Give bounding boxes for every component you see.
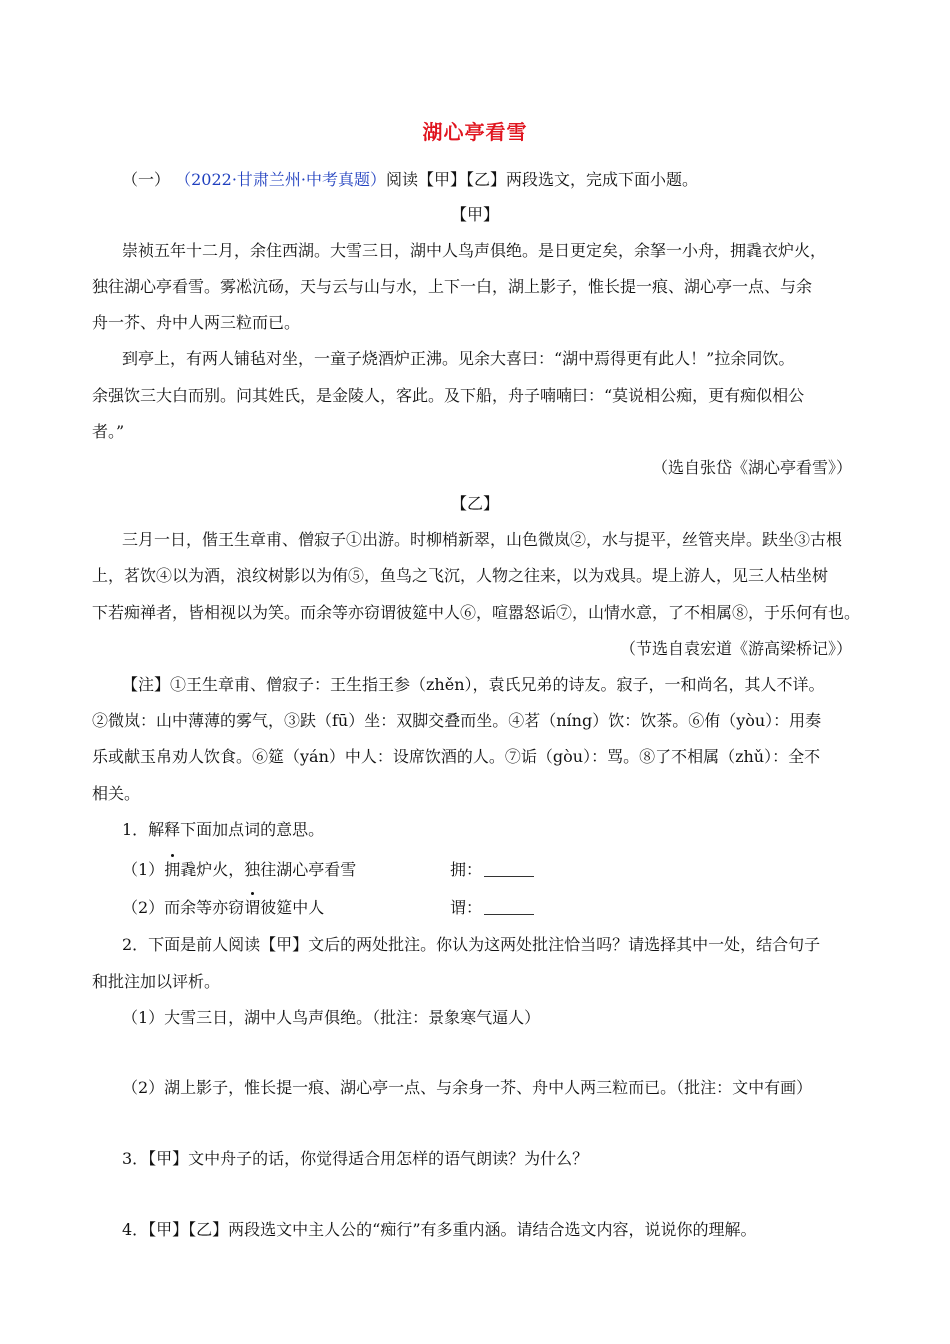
yi-p1-line1: 三月一日，偕王生章甫、僧寂子①出游。时柳梢新翠，山色微岚②，水与提平，丝管夹岸。趺坐③古根	[122, 530, 843, 549]
jia-source: （选自张岱《湖心亭看雪》）	[651, 458, 852, 477]
yi-heading: 【乙】	[450, 494, 499, 513]
yi-p1-line2: 上，茗饮④以为酒，浪纹树影以为侑⑤，鱼鸟之飞沉，人物之往来，以为戏具。堤上游人，见三人枯坐树	[92, 566, 829, 585]
answer-blank[interactable]	[484, 862, 534, 877]
question-4: 4．【甲】【乙】两段选文中主人公的“痴行”有多重内涵。请结合选文内容，说说你的理解。	[122, 1220, 757, 1239]
question-1-stem: 1．解释下面加点词的意思。	[122, 820, 325, 839]
intro-text: 阅读【甲】【乙】两段选文，完成下面小题。	[386, 170, 699, 189]
jia-p1-line1: 崇祯五年十二月，余住西湖。大雪三日，湖中人鸟声俱绝。是日更定矣，余拏一小舟，拥毳衣炉火，	[122, 241, 827, 260]
answer-field-1[interactable]: 拥：	[450, 858, 534, 882]
notes-line1: 【注】①王生章甫、僧寂子：王生指王参（zhěn），袁氏兄弟的诗友。寂子，一和尚名，其人不详。	[122, 675, 825, 694]
question-3: 3．【甲】文中舟子的话，你觉得适合用怎样的语气朗读？为什么？	[122, 1149, 589, 1168]
jia-p2-line3: 者。”	[92, 422, 125, 441]
question-1-item-2: （2）而余等亦窃谓彼筵中人 谓：	[122, 896, 902, 920]
intro-line	[122, 168, 902, 192]
jia-heading: 【甲】	[450, 205, 499, 224]
jia-p1-line2: 独往湖心亭看雪。雾凇沆砀，天与云与山与水，上下一白，湖上影子，惟长提一痕、湖心亭一点、与余	[92, 277, 813, 296]
question-2-item-1: （1）大雪三日，湖中人鸟声俱绝。（批注：景象寒气逼人）	[122, 1008, 541, 1027]
answer-field-2[interactable]: 谓：	[450, 896, 534, 920]
dotted-word: 拥	[164, 858, 180, 882]
question-2-stem-line1: 2．下面是前人阅读【甲】文后的两处批注。你认为这两处批注恰当吗？请选择其中一处，结合句子	[122, 935, 821, 954]
jia-p2-line2: 余强饮三大白而别。问其姓氏，是金陵人，客此。及下船，舟子喃喃曰：“莫说相公痴，更有痴似相公	[92, 386, 805, 405]
notes-line3: 乐或献玉帛劝人饮食。⑥筵（yán）中人：设席饮酒的人。⑦诟（gòu）：骂。⑧了不相属（zhǔ）：全不	[92, 747, 821, 766]
yi-source: （节选自袁宏道《游高梁桥记》）	[619, 639, 852, 658]
source-tag: （2022·甘肃兰州·中考真题）	[175, 170, 387, 189]
notes-line4: 相关。	[92, 784, 141, 803]
question-2-item-2: （2）湖上影子，惟长提一痕、湖心亭一点、与余身一芥、舟中人两三粒而已。（批注：文中有画）	[122, 1078, 813, 1097]
answer-blank[interactable]	[484, 900, 534, 915]
page-title: 湖心亭看雪	[422, 120, 528, 144]
yi-p1-line3: 下若痴禅者，皆相视以为笑。而余等亦窃谓彼筵中人⑥，喧嚣怒诟⑦，山情水意，了不相属⑧，于乐何有也。	[92, 603, 861, 622]
question-2-stem-line2: 和批注加以评析。	[92, 972, 221, 991]
section-number: （一）	[122, 170, 171, 189]
dotted-word: 谓	[244, 896, 260, 920]
jia-p1-line3: 舟一芥、舟中人两三粒而已。	[92, 313, 301, 332]
notes-line2: ②微岚：山中薄薄的雾气，③趺（fū）坐：双脚交叠而坐。④茗（níng）饮：饮茶。⑥侑（yòu）：用奏	[92, 711, 822, 730]
jia-p2-line1: 到亭上，有两人铺毡对坐，一童子烧酒炉正沸。见余大喜曰：“湖中焉得更有此人！”拉余同饮。	[122, 349, 795, 368]
question-1-item-1: （1）拥毳炉火，独往湖心亭看雪 拥：	[122, 858, 902, 882]
